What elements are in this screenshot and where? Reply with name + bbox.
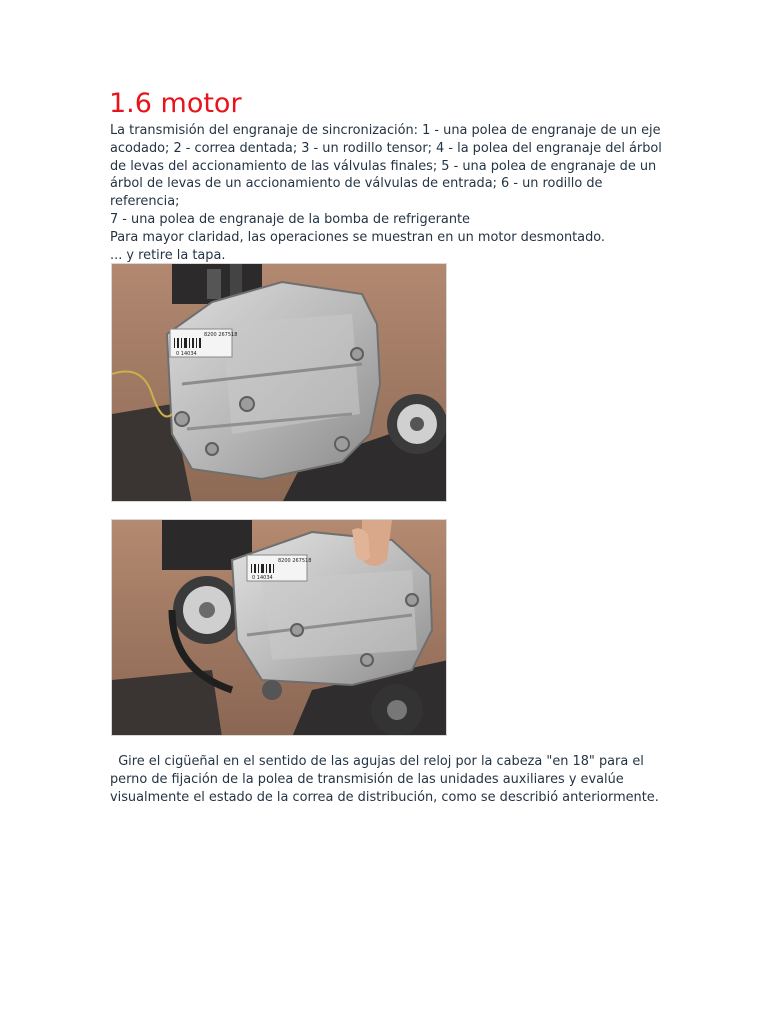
engine-photo-cover-on <box>111 263 447 502</box>
cover-label-sub: 0 14034 <box>252 575 273 581</box>
intro-line: ... y retire la tapa. <box>110 247 226 263</box>
intro-line: 7 - una polea de engranaje de la bomba de refrigerante <box>110 211 470 227</box>
cover-label-code: 8200 267518 <box>278 558 312 564</box>
intro-paragraph <box>110 122 670 264</box>
intro-line: acodado; 2 - correa dentada; 3 - un rodillo tensor; 4 - la polea del engranaje del árbol <box>110 140 662 156</box>
engine-photo-cover-removal-illustration <box>112 520 447 736</box>
intro-line: de levas del accionamiento de las válvulas finales; 5 - una polea de engranaje de un <box>110 158 657 174</box>
outro-paragraph <box>110 753 670 806</box>
cover-label-code: 8200 267518 <box>204 332 238 338</box>
engine-photo-cover-on-illustration <box>112 264 447 502</box>
outro-line: Gire el cigüeñal en el sentido de las agujas del reloj por la cabeza "en 18" para el <box>110 754 644 769</box>
intro-line: La transmisión del engranaje de sincronización: 1 - una polea de engranaje de un eje <box>110 123 661 138</box>
page-title: 1.6 motor <box>109 88 242 119</box>
outro-line: perno de fijación de la polea de transmisión de las unidades auxiliares y evalúe <box>110 771 624 787</box>
outro-line: visualmente el estado de la correa de distribución, como se describió anteriormente. <box>110 789 659 805</box>
engine-photo-cover-removal <box>111 519 447 736</box>
intro-line: árbol de levas de un accionamiento de válvulas de entrada; 6 - un rodillo de referencia; <box>110 176 603 210</box>
cover-label-sub: 0 14034 <box>176 351 197 357</box>
intro-line: Para mayor claridad, las operaciones se muestran en un motor desmontado. <box>110 229 606 245</box>
